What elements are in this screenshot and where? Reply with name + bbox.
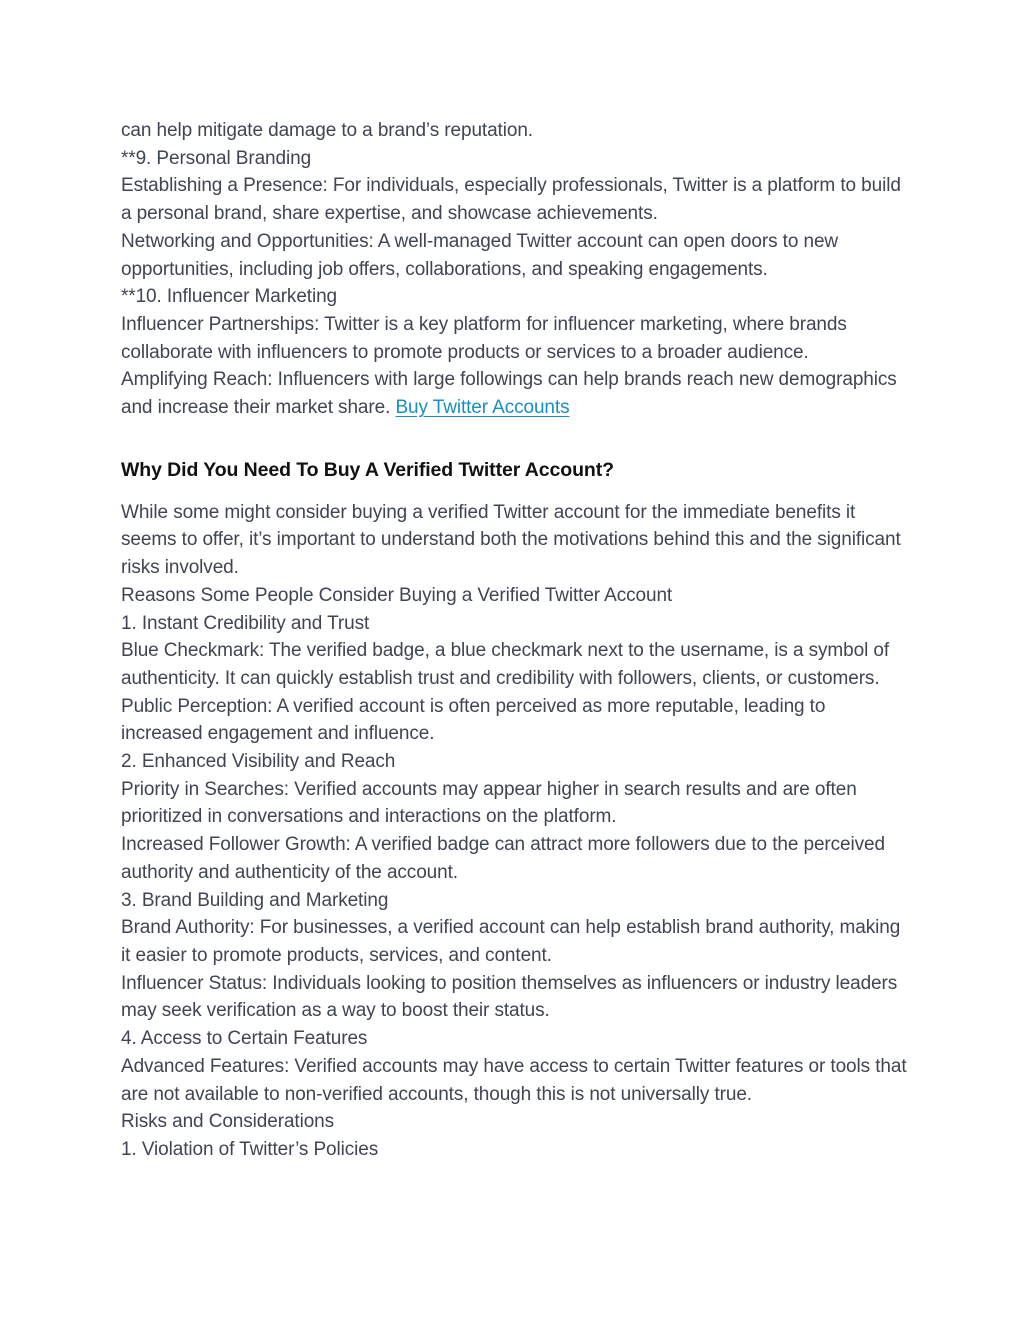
paragraph: **10. Influencer Marketing — [121, 286, 338, 308]
paragraph: can help mitigate damage to a brand’s reputation. — [121, 120, 533, 141]
paragraph: Priority in Searches: Verified accounts may appear higher in search results and are often prioritized in conversations and interactions on the platform. — [121, 778, 857, 828]
document-page — [121, 117, 911, 1164]
section-main — [121, 499, 911, 1164]
paragraph: Advanced Features: Verified accounts may have access to certain Twitter features or tools that are not available to non-verified accounts, though this is not universally true. — [121, 1055, 907, 1105]
paragraph: Influencer Partnerships: Twitter is a key platform for influencer marketing, where brands collaborate with influencers to promote products or services to a broader audience. — [121, 313, 847, 363]
paragraph: **9. Personal Branding — [121, 147, 312, 169]
paragraph: Blue Checkmark: The verified badge, a blue checkmark next to the username, is a symbol of authenticity. It can quickly establish trust and credibility with followers, clients, or customers. — [121, 640, 890, 689]
paragraph: Increased Follower Growth: A verified badge can attract more followers due to the perceived authority and authenticity of the account. — [121, 834, 885, 883]
paragraph: 3. Brand Building and Marketing — [121, 889, 389, 911]
paragraph: While some might consider buying a verified Twitter account for the immediate benefits it seems to offer, it’s important to understand both the motivations behind this and the significant risks involved. — [121, 501, 901, 579]
paragraph: Public Perception: A verified account is often perceived as more reputable, leading to increased engagement and influence. — [121, 695, 826, 745]
paragraph: Risks and Considerations — [121, 1111, 335, 1133]
paragraph: 1. Instant Credibility and Trust — [121, 612, 370, 634]
paragraph: Establishing a Presence: For individuals, especially professionals, Twitter is a platform to build a personal brand, share expertise, and showcase achievements. — [121, 175, 901, 225]
section-top — [121, 117, 911, 422]
paragraph: 2. Enhanced Visibility and Reach — [121, 751, 396, 773]
paragraph-with-link — [121, 366, 911, 421]
paragraph: Brand Authority: For businesses, a verified account can help establish brand authority, making it easier to promote products, services, and content. — [121, 917, 901, 966]
paragraph-text: Amplifying Reach: Influencers with large followings can help brands reach new demographics and increase their market share. — [121, 369, 897, 419]
section-heading: Why Did You Need To Buy A Verified Twitter Account? — [121, 458, 614, 481]
paragraph: 1. Violation of Twitter’s Policies — [121, 1138, 379, 1160]
buy-twitter-accounts-link[interactable]: Buy Twitter Accounts — [395, 397, 570, 419]
paragraph: Networking and Opportunities: A well-managed Twitter account can open doors to new opportunities, including job offers, collaborations, and speaking engagements. — [121, 230, 839, 280]
paragraph: Influencer Status: Individuals looking to position themselves as influencers or industry leaders may seek verification as a way to boost their status. — [121, 972, 898, 1022]
paragraph: 4. Access to Certain Features — [121, 1028, 368, 1050]
paragraph: Reasons Some People Consider Buying a Verified Twitter Account — [121, 584, 673, 606]
